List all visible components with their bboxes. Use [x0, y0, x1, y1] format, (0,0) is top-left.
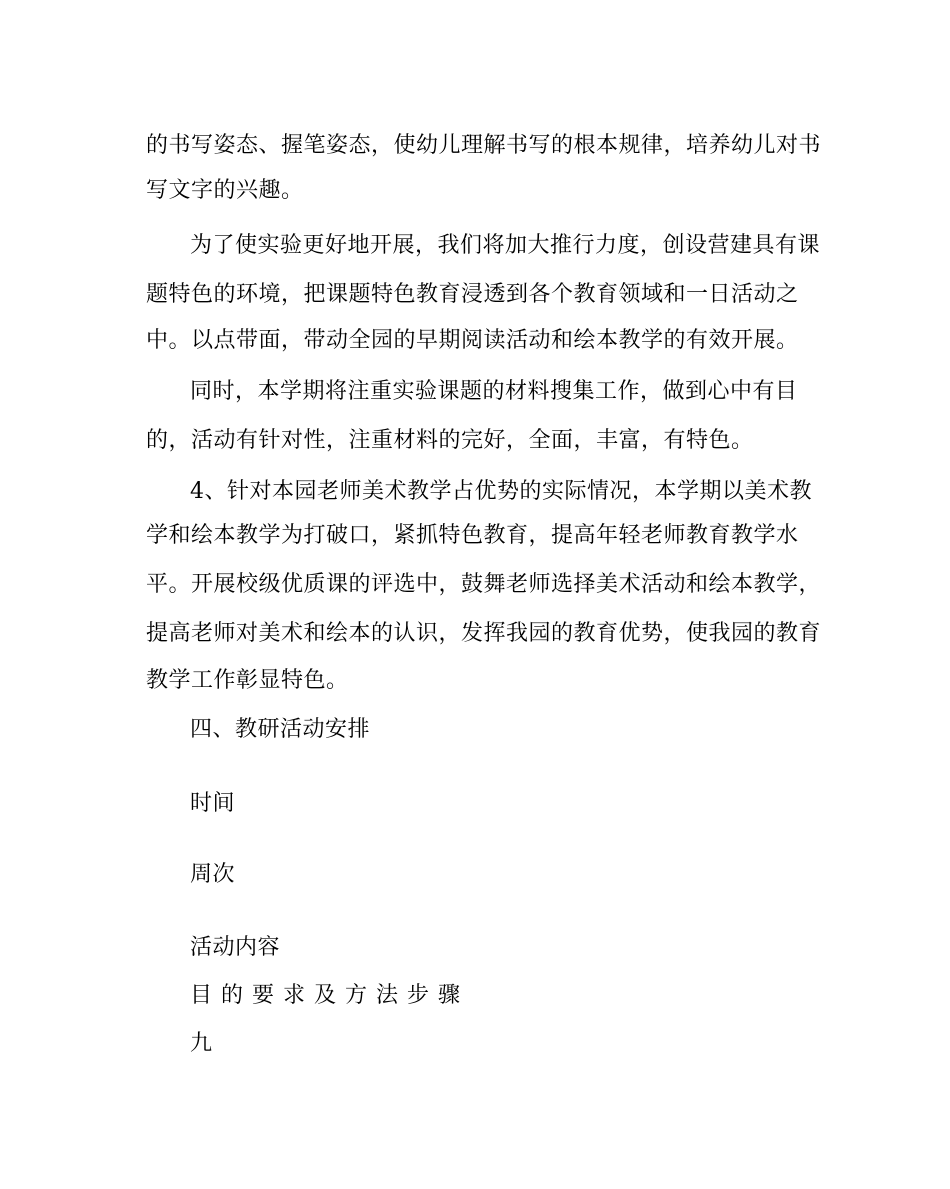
table-cell-time: 时间	[190, 791, 236, 816]
paragraph-line-1: 的书写姿态、握笔姿态，使幼儿理解书写的根本规律，培养幼儿对书	[146, 133, 822, 158]
table-cell-week-nine: 九	[190, 1031, 213, 1056]
paragraph-line-7: 的，活动有针对性，注重材料的完好，全面，丰富，有特色。	[146, 428, 754, 453]
paragraph-line-5: 中。以点带面，带动全园的早期阅读活动和绘本教学的有效开展。	[146, 328, 799, 353]
table-cell-purpose: 目的要求及方法步骤	[190, 983, 470, 1008]
paragraph-line-12: 教学工作彰显特色。	[146, 668, 349, 693]
paragraph-line-2: 写文字的兴趣。	[146, 178, 304, 203]
table-cell-week: 周次	[190, 862, 236, 887]
table-cell-content: 活动内容	[190, 935, 281, 960]
paragraph-line-4: 题特色的环境，把课题特色教育浸透到各个教育领域和一日活动之	[146, 282, 799, 307]
paragraph-line-3: 为了使实验更好地开展，我们将加大推行力度，创设营建具有课	[190, 233, 821, 258]
section-heading: 四、教研活动安排	[190, 717, 371, 742]
paragraph-line-10: 平。开展校级优质课的评选中，鼓舞老师选择美术活动和绘本教学，	[146, 572, 822, 597]
paragraph-line-8: 4、针对本园老师美术教学占优势的实际情况，本学期以美术教	[190, 479, 812, 504]
paragraph-line-11: 提高老师对美术和绘本的认识，发挥我园的教育优势，使我园的教育	[146, 621, 822, 646]
paragraph-line-9: 学和绘本教学为打破口，紧抓特色教育，提高年轻老师教育教学水	[146, 523, 799, 548]
paragraph-line-6: 同时，本学期将注重实验课题的材料搜集工作，做到心中有目	[190, 379, 798, 404]
